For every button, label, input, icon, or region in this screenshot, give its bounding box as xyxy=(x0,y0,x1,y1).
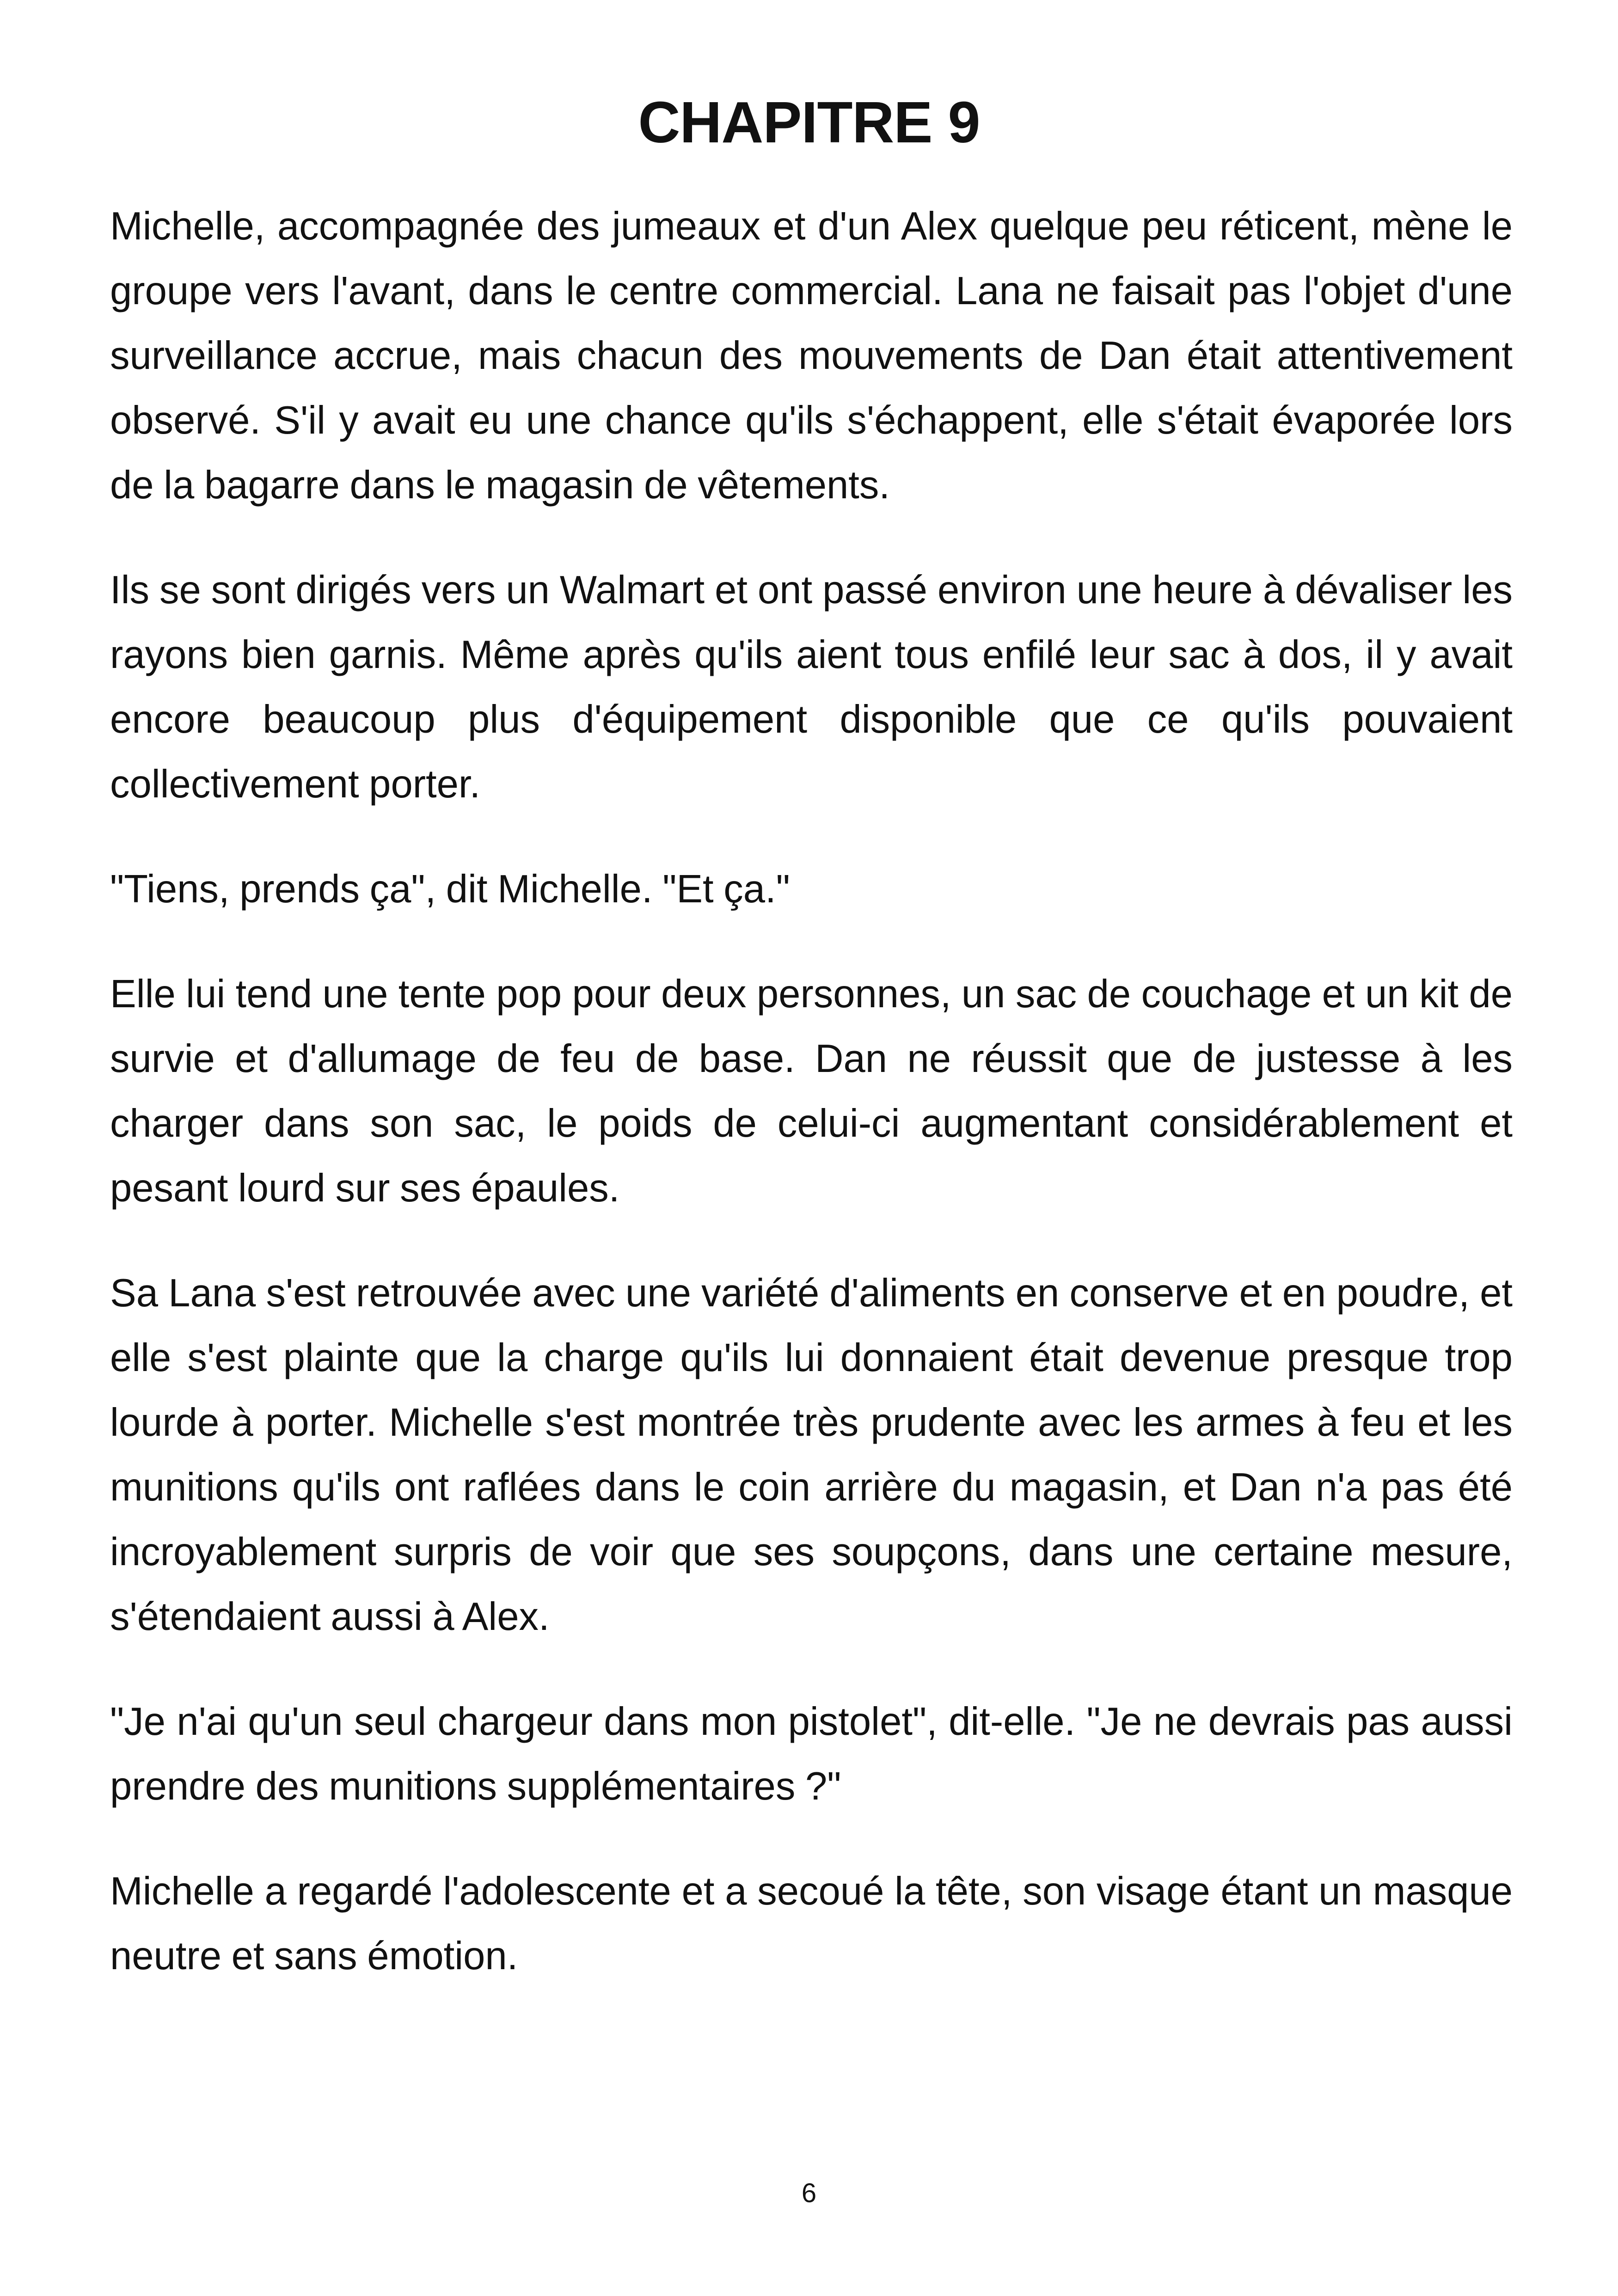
paragraph: Michelle, accompagnée des jumeaux et d'un Alex quelque peu réticent, mène le groupe vers l'avant, dans le centre commercial. Lana ne faisait pas l'objet d'une surveillance accrue, mais chacun des mouvements de Dan était attentivement observé. S'il y avait eu une chance qu'ils s'échappent, elle s'était évaporée lors de la bagarre dans le magasin de vêtements. xyxy=(110,204,1513,507)
paragraph: Elle lui tend une tente pop pour deux personnes, un sac de couchage et un kit de survie et d'allumage de feu de base. Dan ne réussit que de justesse à les charger dans son sac, le poids de celui-ci augmentant considérablement et pesant lourd sur ses épaules. xyxy=(110,972,1513,1210)
paragraph: Michelle a regardé l'adolescente et a secoué la tête, son visage étant un masque neutre et sans émotion. xyxy=(110,1869,1513,1978)
chapter-body xyxy=(110,194,1513,2029)
paragraph: Sa Lana s'est retrouvée avec une variété d'aliments en conserve et en poudre, et elle s'est plainte que la charge qu'ils lui donnaient était devenue presque trop lourde à porter. Michelle s'est montrée très prudente avec les armes à feu et les munitions qu'ils ont raflées dans le coin arrière du magasin, et Dan n'a pas été incroyablement surpris de voir que ses soupçons, dans une certaine mesure, s'étendaient aussi à Alex. xyxy=(110,1271,1513,1639)
paragraph: "Je n'ai qu'un seul chargeur dans mon pistolet", dit-elle. "Je ne devrais pas aussi prendre des munitions supplémentaires ?" xyxy=(110,1700,1513,1808)
paragraph: "Tiens, prends ça", dit Michelle. "Et ça." xyxy=(110,867,790,911)
paragraph: Ils se sont dirigés vers un Walmart et ont passé environ une heure à dévaliser les rayons bien garnis. Même après qu'ils aient tous enfilé leur sac à dos, il y avait encore beaucoup plus d'équipement disponible que ce qu'ils pouvaient collectivement porter. xyxy=(110,568,1513,806)
chapter-title: CHAPITRE 9 xyxy=(638,90,980,155)
page-number: 6 xyxy=(801,2178,817,2208)
